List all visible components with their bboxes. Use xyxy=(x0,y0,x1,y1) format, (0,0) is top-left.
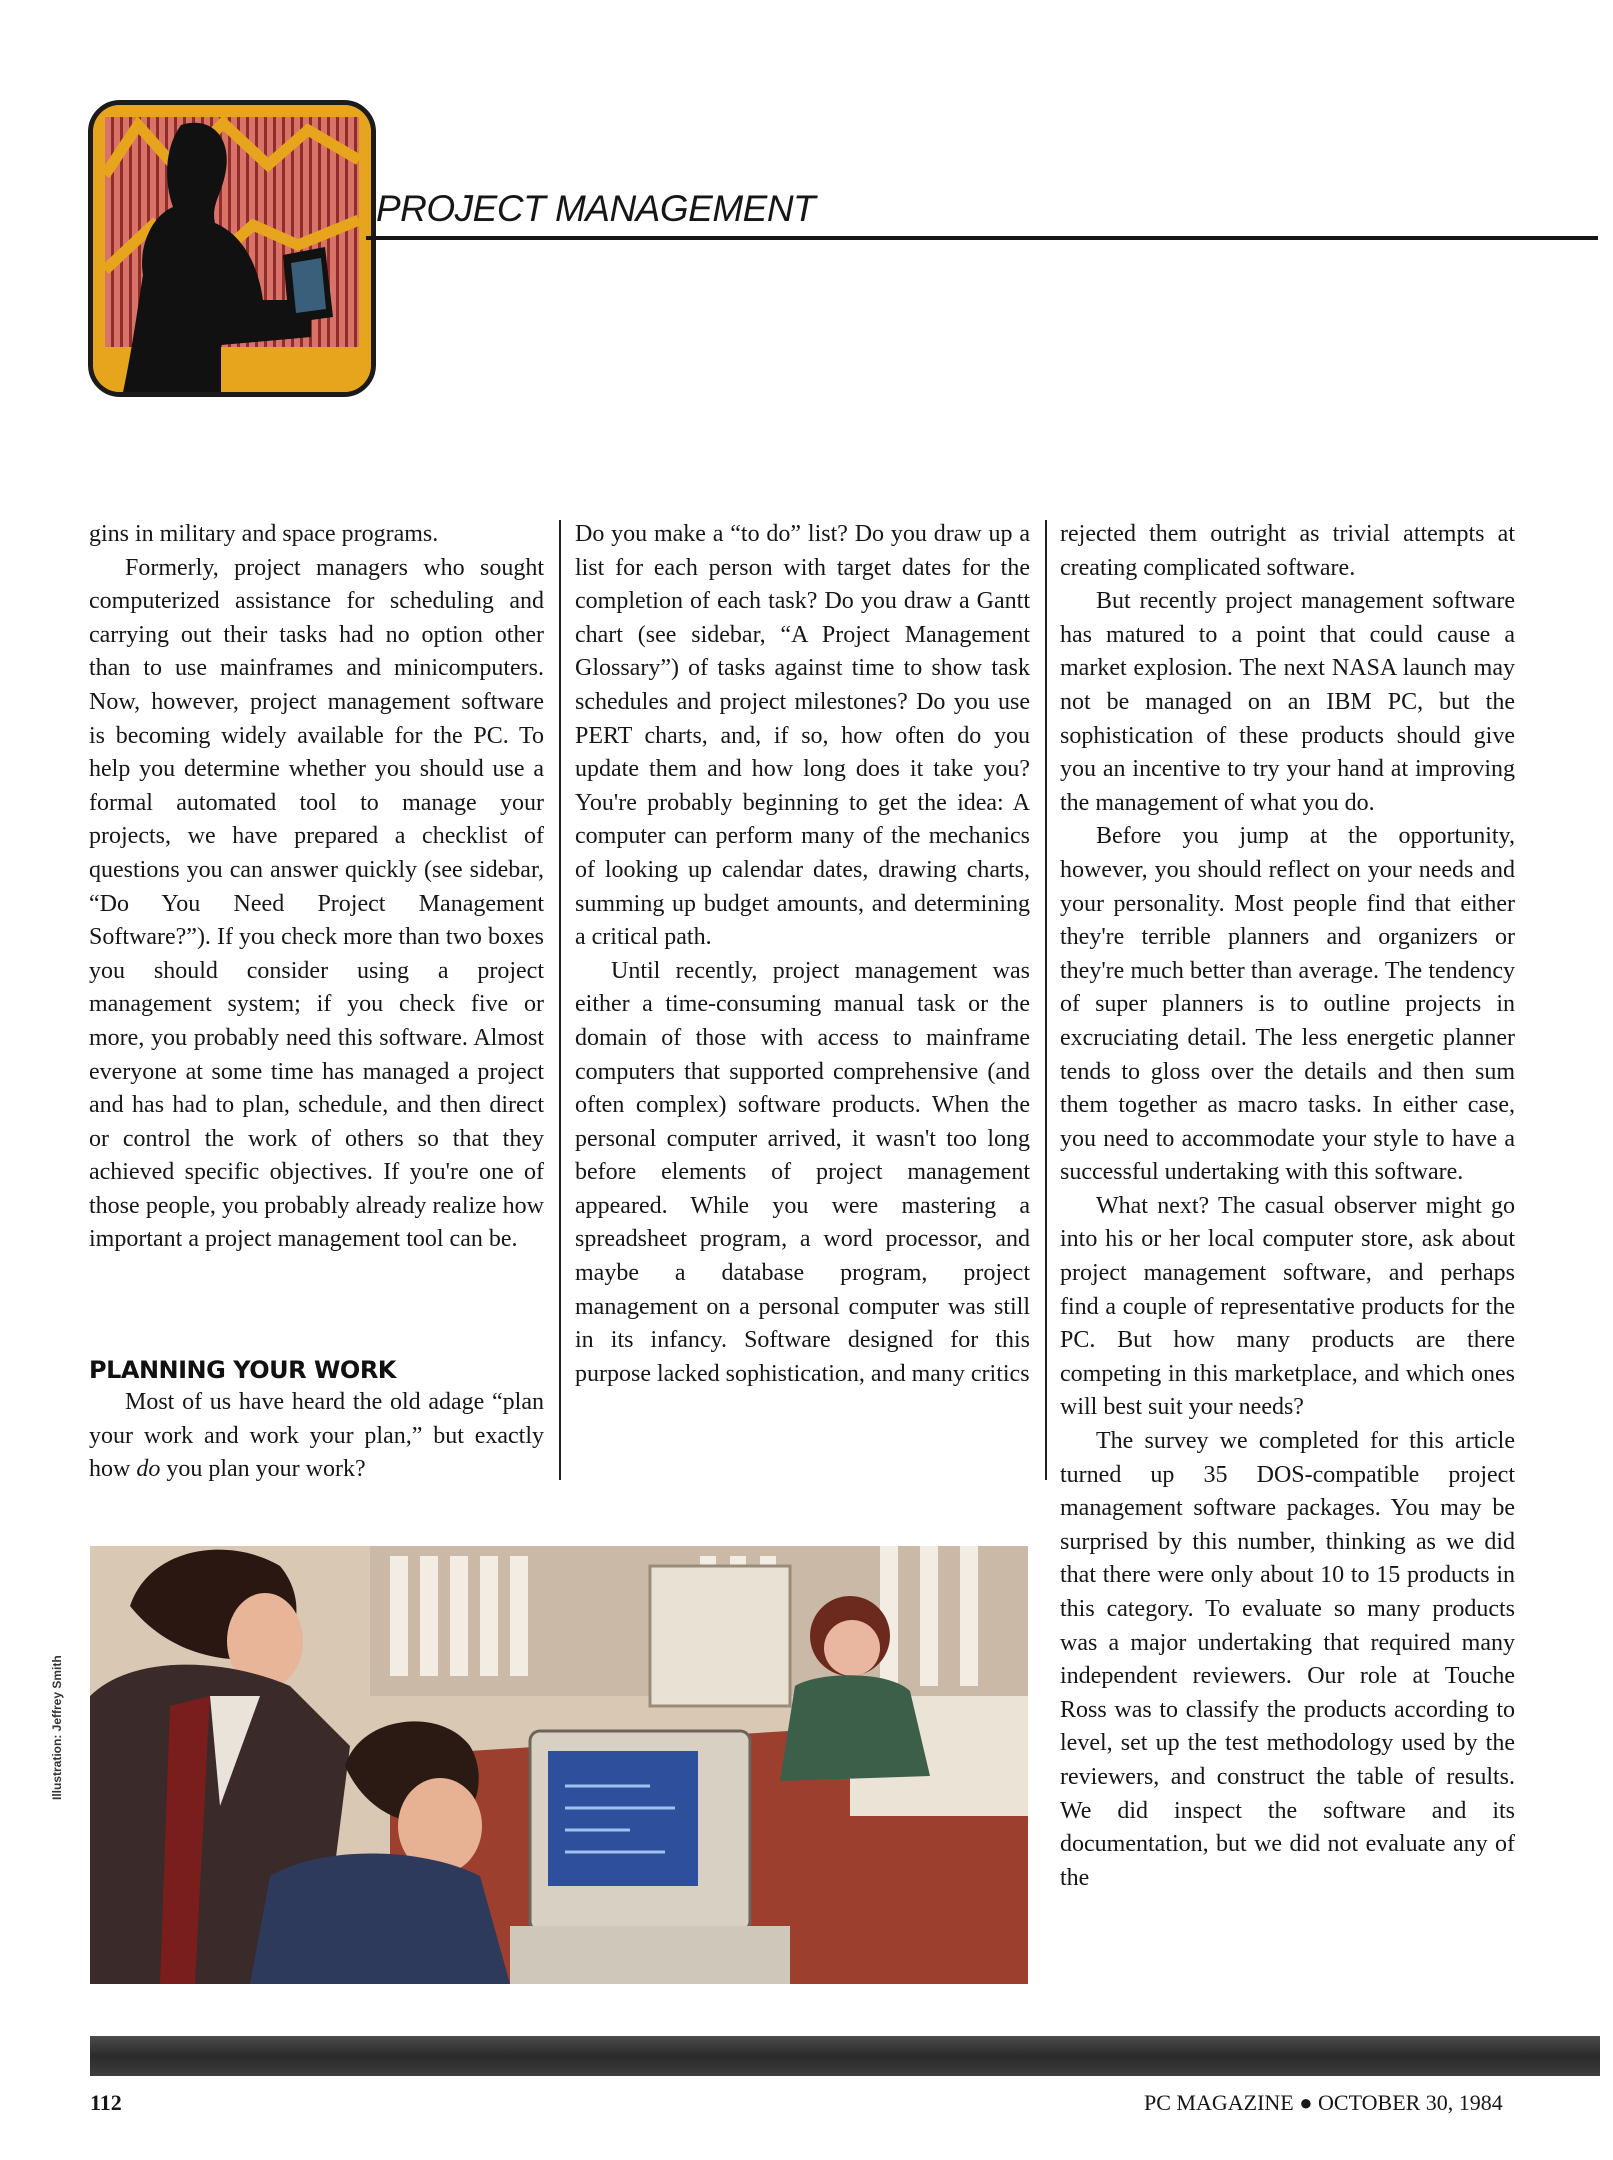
section-title: PROJECT MANAGEMENT xyxy=(376,188,816,229)
subheading: PLANNING YOUR WORK xyxy=(89,1356,396,1384)
paragraph: The survey we completed for this article turned up 35 DOS-compatible project management software packages. You may be surprised by this number, thinking as we did that there were only about 10 to 15 products in this category. To evaluate so many products was a major undertaking that required many independent reviewers. Our role at Touche Ross was to classify the products according to level, set up the test methodology used by the reviewers, and construct the table of results. We did inspect the software and its documentation, but we did not evaluate any of the xyxy=(1060,1428,1515,1891)
paragraph: Formerly, project managers who sought computerized assistance for scheduling and carrying out their tasks had no option other than to use mainframes and minicomputers. Now, however, project management software is becoming widely available for the PC. To help you determine whether you should use a formal automated tool to manage your projects, we have prepared a checklist of questions you can answer quickly (see sidebar, “Do You Need Project Management Software?”). If you check more than two boxes you should consider using a project management system; if you check five or more, you probably need this software. Almost everyone at some time has managed a project and has had to plan, schedule, and then direct or control the work of others so that they achieved specific objectives. If you're one of those people, you probably already realize how important a project management tool can be. xyxy=(89,554,544,1253)
separator-bullet: ● xyxy=(1299,2090,1313,2115)
paragraph: What next? The casual observer might go into his or her local computer store, ask about project management software, and perhaps find a couple of representative products for the PC. But how many products are there competing in this marketplace, and which ones will best suit your needs? xyxy=(1060,1192,1515,1421)
column-1 xyxy=(89,518,544,1257)
title-rule xyxy=(366,236,1598,240)
paragraph-text: you plan your work? xyxy=(160,1456,366,1483)
footer-bar xyxy=(90,2036,1600,2076)
column-3 xyxy=(1060,518,1515,1895)
publication-line xyxy=(1144,2090,1503,2116)
page-number: 112 xyxy=(90,2090,122,2115)
emphasis: do xyxy=(136,1456,161,1483)
illustration-credit: Illustration: Jeffrey Smith xyxy=(50,1655,64,1800)
column-2 xyxy=(575,518,1030,1391)
paragraph: rejected them outright as trivial attempts at creating complicated software. xyxy=(1060,521,1515,581)
paragraph xyxy=(89,1386,544,1487)
paragraph-text: Most of us have heard the old adage “plan your work and work your plan,” but exactly how xyxy=(89,1389,544,1483)
paragraph: gins in military and space programs. xyxy=(89,521,439,547)
publication-name: PC MAGAZINE xyxy=(1144,2090,1294,2115)
issue-date: OCTOBER 30, 1984 xyxy=(1318,2090,1503,2115)
column-1-continued xyxy=(89,1386,544,1487)
paragraph: Until recently, project management was either a time-consuming manual task or the domain of those with access to mainframe computers that supported comprehensive (and often complex) software products. When the personal computer arrived, it wasn't too long before elements of project management appeared. While you were mastering a spreadsheet program, a word processor, and maybe a database program, project management on a personal computer was still in its infancy. Software designed for this purpose lacked sophistication, and many critics xyxy=(575,957,1030,1387)
person-at-computer-icon xyxy=(93,105,371,392)
column-divider xyxy=(559,520,561,1480)
column-divider xyxy=(1045,520,1047,1480)
office-scene-illustration xyxy=(90,1546,1028,1984)
illustration xyxy=(90,1546,1028,1984)
paragraph: But recently project management software has matured to a point that could cause a market explosion. The next NASA launch may not be managed on an IBM PC, but the sophistication of these products should give you an incentive to try your hand at improving the management of what you do. xyxy=(1060,588,1515,816)
section-logo xyxy=(88,100,376,397)
paragraph: Before you jump at the opportunity, however, you should reflect on your needs and your personality. Most people find that either they're terrible planners and organizers or they're much better than average. The tendency of super planners is to outline projects in excruciating detail. The less energetic planner tends to gloss over the details and then sum them together as macro tasks. In either case, you need to accommodate your style to have a successful undertaking with this software. xyxy=(1060,823,1515,1186)
paragraph: Do you make a “to do” list? Do you draw up a list for each person with target dates for the completion of each task? Do you draw a Gantt chart (see sidebar, “A Project Management Glossary”) of tasks against time to show task schedules and project milestones? Do you use PERT charts, and, if so, how often do you update them and how long does it take you? You're probably beginning to get the idea: A computer can perform many of the mechanics of looking up calendar dates, drawing charts, summing up budget amounts, and determining a critical path. xyxy=(575,521,1030,951)
